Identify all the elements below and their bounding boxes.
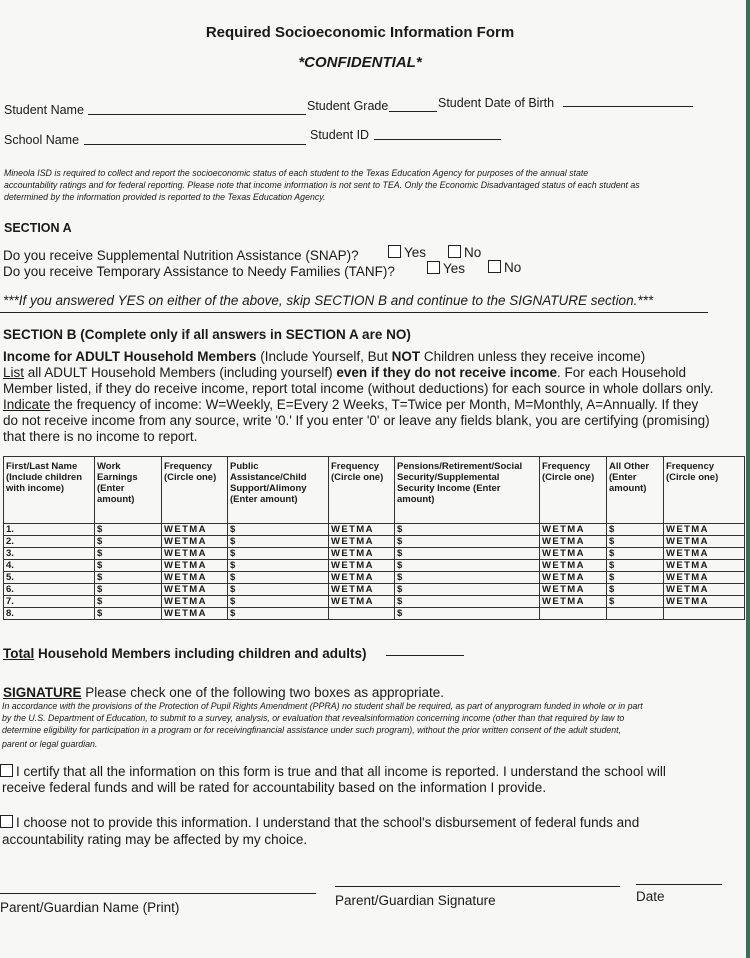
form-title: Required Socioeconomic Information Form bbox=[205, 24, 515, 41]
table-row: 3. $ WETMA $ WETMA $ WETMA $ WETMA bbox=[4, 548, 745, 560]
school-name-label: School Name bbox=[4, 133, 80, 147]
total-household-field[interactable] bbox=[386, 655, 464, 656]
income-instructions-4: Indicate the frequency of income: W=Weekly, E=Every 2 Weeks, T=Twice per Month, M=Monthly, A=Annually. If they bbox=[3, 397, 699, 412]
student-id-label: Student ID bbox=[310, 128, 370, 142]
divider bbox=[0, 312, 708, 313]
col-work-header: Work Earnings (Enter amount) bbox=[95, 457, 162, 524]
col-freq-header: Frequency (Circle one) bbox=[540, 457, 607, 524]
student-grade-label: Student Grade bbox=[307, 99, 389, 113]
table-row: 5. $ WETMA $ WETMA $ WETMA $ WETMA bbox=[4, 572, 745, 584]
tanf-yes-option[interactable]: Yes bbox=[427, 261, 465, 276]
income-instructions-1: Income for ADULT Household Members (Include Yourself, But NOT Children unless they receive income) bbox=[3, 349, 646, 364]
background-edge bbox=[746, 0, 750, 958]
certify-option[interactable]: I certify that all the information on this form is true and that all income is reported. I understand the school will bbox=[0, 764, 666, 779]
income-instructions-5: do not receive income from any source, write '0.' If you enter '0' or leave any fields blank, you are certifying (promising) bbox=[3, 413, 710, 428]
confidential-label: *CONFIDENTIAL* bbox=[298, 54, 422, 71]
tanf-question: Do you receive Temporary Assistance to Needy Families (TANF)? bbox=[3, 264, 395, 279]
section-a-heading: SECTION A bbox=[4, 221, 72, 235]
intro-line-2: accountability ratings and for federal reporting. Please note that income information is not sent to TEA. Only the Economic Disadvantaged status of each student as bbox=[4, 180, 640, 190]
intro-line-1: Mineola ISD is required to collect and report the socioeconomic status of each student to the Texas Education Agency for purposes of the annual state bbox=[4, 168, 589, 178]
school-name-field[interactable] bbox=[84, 144, 306, 145]
signature-heading: SIGNATURE Please check one of the following two boxes as appropriate. bbox=[3, 685, 444, 700]
student-grade-field[interactable] bbox=[389, 111, 437, 112]
student-dob-label: Student Date of Birth bbox=[438, 96, 555, 110]
checkbox-icon[interactable] bbox=[0, 815, 13, 828]
checkbox-icon[interactable] bbox=[0, 764, 13, 777]
income-instructions-6: that there is no income to report. bbox=[3, 429, 198, 444]
table-row: 4. $ WETMA $ WETMA $ WETMA $ WETMA bbox=[4, 560, 745, 572]
ppra-line-2: by the U.S. Department of Education, to submit to a survey, analysis, or evaluation that revealsinformation concerning income (other than that required by law to bbox=[2, 713, 625, 723]
signature-label: Parent/Guardian Signature bbox=[335, 893, 496, 908]
student-name-field[interactable] bbox=[88, 114, 306, 115]
income-table bbox=[3, 456, 745, 620]
income-instructions-3: Member listed, if they do receive income, report total income (without deductions) for each source in whole dollars only. bbox=[3, 381, 714, 396]
skip-note: ***If you answered YES on either of the above, skip SECTION B and continue to the SIGNATURE section.*** bbox=[3, 293, 654, 308]
col-other-header: All Other (Enter amount) bbox=[607, 457, 664, 524]
signature-field[interactable] bbox=[335, 886, 620, 887]
col-pension-header: Pensions/Retirement/Social Security/Supplemental Security Income (Enter amount) bbox=[395, 457, 540, 524]
date-label: Date bbox=[636, 889, 665, 904]
total-household-label: Total Household Members including children and adults) bbox=[3, 646, 367, 661]
col-assistance-header: Public Assistance/Child Support/Alimony (Enter amount) bbox=[228, 457, 329, 524]
date-field[interactable] bbox=[636, 884, 722, 885]
decline-option-line-2: accountability rating may be affected by my choice. bbox=[2, 832, 308, 847]
student-id-field[interactable] bbox=[374, 139, 501, 140]
col-freq-header: Frequency (Circle one) bbox=[329, 457, 395, 524]
ppra-line-1: In accordance with the provisions of the Protection of Pupil Rights Amendment (PPRA) no student shall be required, as part of anyprogram funded in whole or in part bbox=[2, 701, 643, 711]
ppra-line-4: parent or legal guardian. bbox=[2, 739, 98, 749]
col-name-header: First/Last Name (Include children with income) bbox=[4, 457, 95, 524]
student-name-label: Student Name bbox=[4, 103, 84, 117]
col-freq-header: Frequency (Circle one) bbox=[664, 457, 745, 524]
snap-question: Do you receive Supplemental Nutrition Assistance (SNAP)? bbox=[3, 248, 359, 263]
snap-yes-option[interactable]: Yes bbox=[388, 245, 426, 260]
checkbox-icon[interactable] bbox=[488, 260, 501, 273]
name-print-field[interactable] bbox=[0, 893, 316, 894]
snap-no-option[interactable]: No bbox=[448, 245, 481, 260]
checkbox-icon[interactable] bbox=[448, 245, 461, 258]
table-row: 6. $ WETMA $ WETMA $ WETMA $ WETMA bbox=[4, 584, 745, 596]
checkbox-icon[interactable] bbox=[427, 261, 440, 274]
table-row: 2. $ WETMA $ WETMA $ WETMA $ WETMA bbox=[4, 536, 745, 548]
ppra-line-3: determine eligibility for participation in a program or for receivingfinancial assistance under such program), without the prior written consent of the adult student, bbox=[2, 725, 622, 735]
income-instructions-2: List all ADULT Household Members (including yourself) even if they do not receive income. For each Household bbox=[3, 365, 687, 380]
table-row: 1. $ WETMA $ WETMA $ WETMA $ WETMA bbox=[4, 524, 745, 536]
table-header-row bbox=[4, 457, 745, 524]
table-row: 8. $ WETMA $ $ bbox=[4, 608, 745, 620]
checkbox-icon[interactable] bbox=[388, 245, 401, 258]
col-freq-header: Frequency (Circle one) bbox=[162, 457, 228, 524]
section-b-heading: SECTION B (Complete only if all answers in SECTION A are NO) bbox=[3, 327, 411, 342]
name-print-label: Parent/Guardian Name (Print) bbox=[0, 900, 180, 915]
tanf-no-option[interactable]: No bbox=[488, 260, 521, 275]
intro-line-3: determined by the information provided is reported to the Texas Education Agency. bbox=[4, 192, 326, 202]
certify-option-line-2: receive federal funds and will be rated for accountability based on the information I provide. bbox=[2, 780, 547, 795]
table-row: 7. $ WETMA $ WETMA $ WETMA $ WETMA bbox=[4, 596, 745, 608]
decline-option[interactable]: I choose not to provide this information. I understand that the school's disbursement of federal funds and bbox=[0, 815, 639, 830]
student-dob-field[interactable] bbox=[563, 106, 693, 107]
